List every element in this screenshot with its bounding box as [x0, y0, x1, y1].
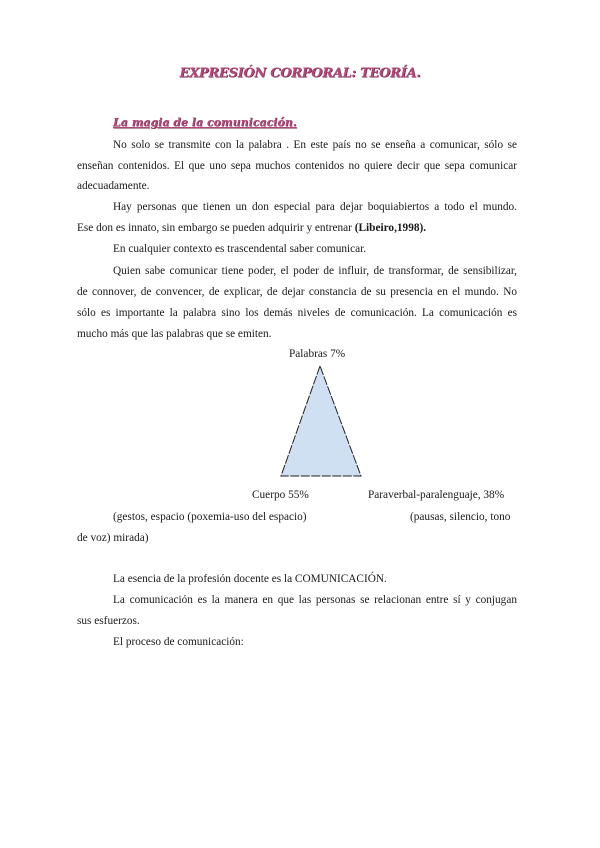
diagram-right-detail: (pausas, silencio, tono [410, 511, 511, 523]
paragraph-line: mucho más que las palabras que se emiten. [77, 328, 272, 340]
paragraph-line [77, 221, 426, 235]
paragraph-line: adecuadamente. [77, 180, 150, 192]
citation: (Libeiro,1998). [354, 222, 427, 234]
diagram-left-detail: (gestos, espacio (poxemia-uso del espacio) [113, 511, 307, 523]
paragraph-line: En cualquier contexto es trascendental saber comunicar. [113, 243, 367, 255]
diagram-right-detail-cont: de voz) mirada) [77, 532, 149, 544]
triangle-shape [281, 366, 361, 476]
paragraph-line: sólo es importante la palabra sino los demás niveles de comunicación. La comunicación es [77, 307, 517, 319]
communication-triangle [270, 360, 370, 480]
paragraph-line: La comunicación es la manera en que las personas se relacionan entre sí y conjugan [113, 594, 517, 606]
paragraph-line: Quien sabe comunicar tiene poder, el poder de influir, de transformar, de sensibilizar, [113, 265, 517, 277]
paragraph-line: El proceso de comunicación: [113, 636, 244, 648]
diagram-top-label: Palabras 7% [289, 348, 346, 360]
paragraph-line: La esencia de la profesión docente es la COMUNICACIÓN. [113, 573, 387, 585]
paragraph-line: enseñan contenidos. El que uno sepa muchos contenidos no quiere decir que sepa comunicar [77, 160, 517, 172]
page-title: EXPRESIÓN CORPORAL: TEORÍA. [179, 66, 421, 81]
diagram-left-label: Cuerpo 55% [252, 489, 309, 501]
diagram-right-label: Paraverbal-paralenguaje, 38% [368, 489, 505, 501]
section-heading: La magia de la comunicación. [113, 116, 297, 129]
paragraph-line: de connover, de convencer, de explicar, de dejar constancia de su presencia en el mundo. No [77, 286, 517, 298]
paragraph-text: Ese don es innato, sin embargo se pueden adquirir y entrenar [77, 222, 352, 234]
paragraph-line: sus esfuerzos. [77, 615, 140, 627]
paragraph-line: Hay personas que tienen un don especial para dejar boquiabiertos a todo el mundo. [113, 201, 517, 213]
paragraph-line: No solo se transmite con la palabra . En este país no se enseña a comunicar, sólo se [113, 139, 517, 151]
